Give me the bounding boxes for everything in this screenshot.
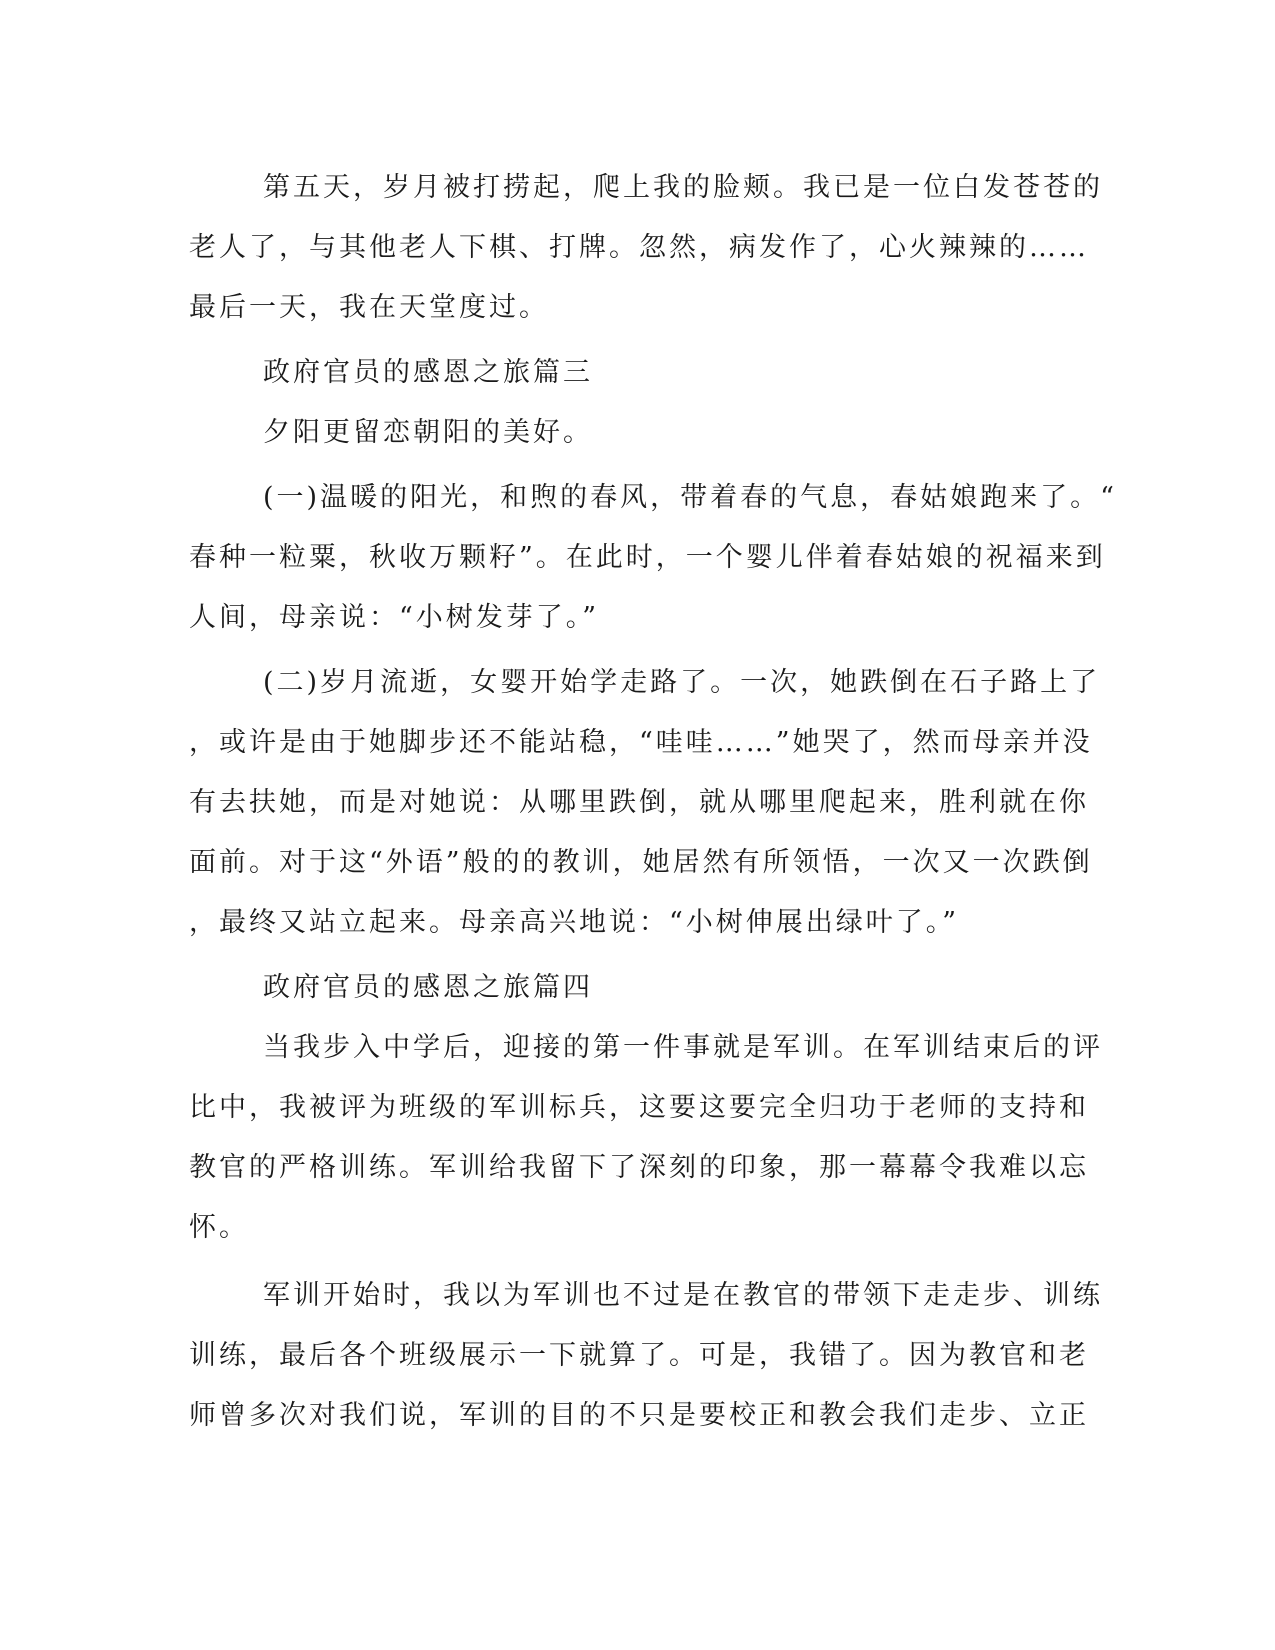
text-line: 最后一天，我在天堂度过。 <box>189 292 549 323</box>
text-line: 师曾多次对我们说，军训的目的不只是要校正和教会我们走步、立正 <box>189 1400 1089 1431</box>
section-heading <box>189 958 1081 1018</box>
paragraph <box>189 653 1101 953</box>
text-line: 军训开始时，我以为军训也不过是在教官的带领下走走步、训练 <box>263 1280 1103 1311</box>
text-line: ，或许是由于她脚步还不能站稳，“哇哇……”她哭了，然而母亲并没 <box>189 727 1093 758</box>
section-heading <box>189 343 1081 403</box>
text-line: 教官的严格训练。军训给我留下了深刻的印象，那一幕幕令我难以忘 <box>189 1152 1089 1183</box>
text-line: 训练，最后各个班级展示一下就算了。可是，我错了。因为教官和老 <box>189 1340 1089 1371</box>
document-body <box>189 158 1117 1446</box>
text-line: 当我步入中学后，迎接的第一件事就是军训。在军训结束后的评 <box>263 1032 1103 1063</box>
text-line: 面前。对于这“外语”般的的教训，她居然有所领悟，一次又一次跌倒 <box>189 847 1093 878</box>
heading-text: 政府官员的感恩之旅篇三 <box>263 357 593 388</box>
text-line: 怀。 <box>189 1212 249 1243</box>
text-line: 老人了，与其他老人下棋、打牌。忽然，病发作了，心火辣辣的…… <box>189 232 1089 263</box>
text-line: 春种一粒粟，秋收万颗籽”。在此时，一个婴儿伴着春姑娘的祝福来到 <box>189 542 1106 573</box>
paragraph <box>189 1266 1103 1446</box>
paragraph <box>189 403 1081 463</box>
text-line: 有去扶她，而是对她说：从哪里跌倒，就从哪里爬起来，胜利就在你 <box>189 787 1089 818</box>
text-line: (一)温暖的阳光，和煦的春风，带着春的气息，春姑娘跑来了。“ <box>263 482 1117 513</box>
heading-text: 政府官员的感恩之旅篇四 <box>263 972 593 1003</box>
paragraph <box>189 1018 1103 1258</box>
text-line: 人间，母亲说：“小树发芽了。” <box>189 602 600 633</box>
text-line: 比中，我被评为班级的军训标兵，这要这要完全归功于老师的支持和 <box>189 1092 1089 1123</box>
text-line: ，最终又站立起来。母亲高兴地说：“小树伸展出绿叶了。” <box>189 907 960 938</box>
text-line: 第五天，岁月被打捞起，爬上我的脸颊。我已是一位白发苍苍的 <box>263 172 1103 203</box>
paragraph <box>189 468 1117 648</box>
text-line: (二)岁月流逝，女婴开始学走路了。一次，她跌倒在石子路上了 <box>263 667 1101 698</box>
paragraph <box>189 158 1103 338</box>
text-line: 夕阳更留恋朝阳的美好。 <box>263 417 593 448</box>
